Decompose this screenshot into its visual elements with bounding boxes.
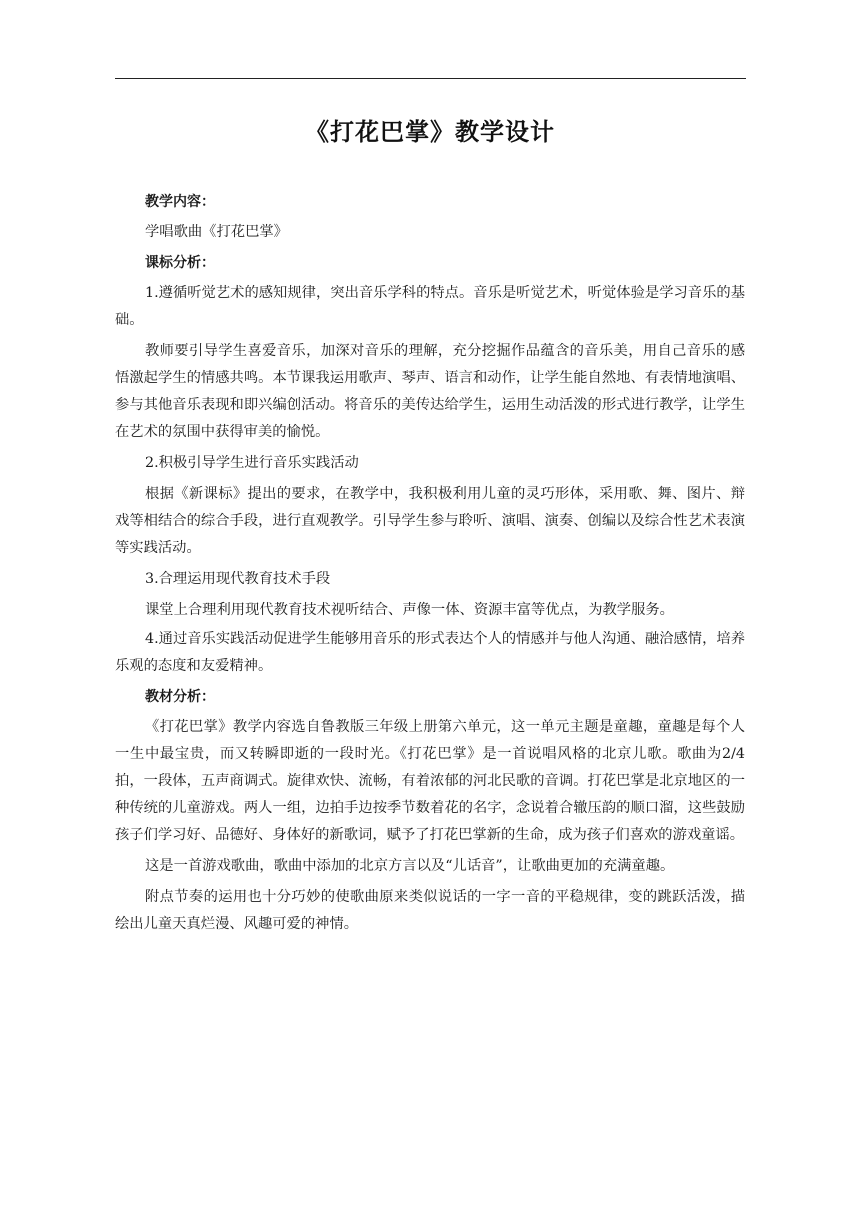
material-paragraph: 这是一首游戏歌曲，歌曲中添加的北京方言以及“儿话音”，让歌曲更加的充满童趣。 <box>145 858 675 874</box>
section-heading-content: 教学内容： <box>145 194 215 210</box>
curriculum-paragraph: 根据《新课标》提出的要求，在教学中，我积极利用儿童的灵巧形体，采用歌、舞、图片、辩戏等相结合的综合手段，进行直观教学。引导学生参与聆听、演唱、演奏、创编以及综合性艺术表演等实践活动。 <box>115 486 745 556</box>
document-body <box>115 186 745 942</box>
curriculum-paragraph: 2.积极引导学生进行音乐实践活动 <box>145 455 359 471</box>
section-heading-material: 教材分析： <box>145 689 215 705</box>
section-heading-curriculum: 课标分析： <box>145 255 215 271</box>
curriculum-paragraph: 4.通过音乐实践活动促进学生能够用音乐的形式表达个人的情感并与他人沟通、融洽感情，培养乐观的态度和友爱精神。 <box>115 631 745 674</box>
material-paragraph: 《打花巴掌》教学内容选自鲁教版三年级上册第六单元，这一单元主题是童趣，童趣是每个人一生中最宝贵，而又转瞬即逝的一段时光。《打花巴掌》是一首说唱风格的北京儿歌。歌曲为2/4拍，一段体，五声商调式。旋律欢快、流畅，有着浓郁的河北民歌的音调。打花巴掌是北京地区的一种传统的儿童游戏。两人一组，边拍手边按季节数着花的名字，念说着合辙压韵的顺口溜，这些鼓励孩子们学习好、品德好、身体好的新歌词，赋予了打花巴掌新的生命，成为孩子们喜欢的游戏童谣。 <box>115 719 745 843</box>
document-title: 《打花巴掌》教学设计 <box>305 118 555 146</box>
header-rule <box>115 78 746 79</box>
content-paragraph: 学唱歌曲《打花巴掌》 <box>145 224 288 240</box>
curriculum-paragraph: 1.遵循听觉艺术的感知规律，突出音乐学科的特点。音乐是听觉艺术，听觉体验是学习音乐的基础。 <box>115 285 745 328</box>
material-paragraph: 附点节奏的运用也十分巧妙的使歌曲原来类似说话的一字一音的平稳规律，变的跳跃活泼，描绘出儿童天真烂漫、风趣可爱的神情。 <box>115 889 745 932</box>
curriculum-paragraph: 3.合理运用现代教育技术手段 <box>145 571 331 587</box>
curriculum-paragraph: 课堂上合理利用现代教育技术视听结合、声像一体、资源丰富等优点，为教学服务。 <box>145 602 674 618</box>
curriculum-paragraph: 教师要引导学生喜爱音乐，加深对音乐的理解，充分挖掘作品蕴含的音乐美，用自己音乐的感悟激起学生的情感共鸣。本节课我运用歌声、琴声、语言和动作，让学生能自然地、有表情地演唱、参与其他音乐表现和即兴编创活动。将音乐的美传达给学生，运用生动活泼的形式进行教学，让学生在艺术的氛围中获得审美的愉悦。 <box>115 343 745 440</box>
